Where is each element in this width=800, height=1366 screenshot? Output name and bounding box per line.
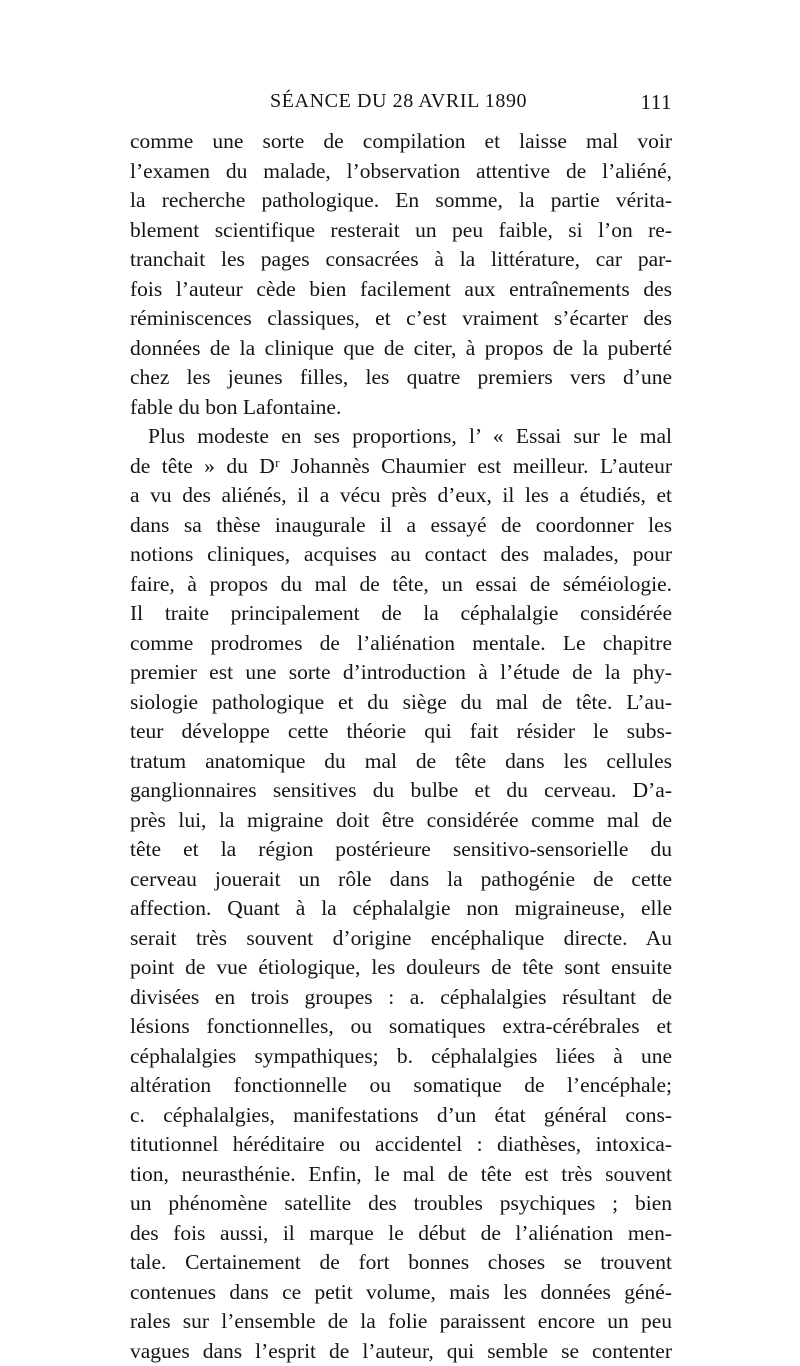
text-line: comme prodromes de l’aliénation mentale. Le chapitre	[130, 629, 672, 659]
text-line: des fois aussi, il marque le début de l’aliénation men-	[130, 1219, 672, 1249]
text-line: siologie pathologique et du siège du mal de tête. L’au-	[130, 688, 672, 718]
text-line: a vu des aliénés, il a vécu près d’eux, il les a étudiés, et	[130, 481, 672, 511]
text-line: titutionnel héréditaire ou accidentel : diathèses, intoxica-	[130, 1130, 672, 1160]
text-line: notions cliniques, acquises au contact des malades, pour	[130, 540, 672, 570]
text-line: de tête » du Dʳ Johannès Chaumier est meilleur. L’auteur	[130, 452, 672, 482]
text-line: contenues dans ce petit volume, mais les données géné-	[130, 1278, 672, 1308]
text-line: réminiscences classiques, et c’est vraiment s’écarter des	[130, 304, 672, 334]
page-number: 111	[641, 90, 672, 115]
running-header	[130, 90, 672, 124]
text-line: blement scientifique resterait un peu faible, si l’on re-	[130, 216, 672, 246]
text-line: céphalalgies sympathiques; b. céphalalgies liées à une	[130, 1042, 672, 1072]
text-line: lésions fonctionnelles, ou somatiques extra-cérébrales et	[130, 1012, 672, 1042]
text-line: l’examen du malade, l’observation attentive de l’aliéné,	[130, 157, 672, 187]
text-line: un phénomène satellite des troubles psychiques ; bien	[130, 1189, 672, 1219]
text-line: tale. Certainement de fort bonnes choses se trouvent	[130, 1248, 672, 1278]
text-line: teur développe cette théorie qui fait résider le subs-	[130, 717, 672, 747]
running-title: SÉANCE DU 28 AVRIL 1890	[270, 90, 527, 113]
text-line: affection. Quant à la céphalalgie non migraineuse, elle	[130, 894, 672, 924]
text-line: comme une sorte de compilation et laisse mal voir	[130, 127, 672, 157]
paragraph-end-line: fable du bon Lafontaine.	[130, 393, 672, 423]
text-line: tratum anatomique du mal de tête dans les cellules	[130, 747, 672, 777]
paragraph-first-line: Plus modeste en ses proportions, l’ « Essai sur le mal	[130, 422, 672, 452]
text-line: cerveau jouerait un rôle dans la pathogénie de cette	[130, 865, 672, 895]
text-line: ganglionnaires sensitives du bulbe et du cerveau. D’a-	[130, 776, 672, 806]
text-line: tion, neurasthénie. Enfin, le mal de tête est très souvent	[130, 1160, 672, 1190]
text-line: altération fonctionnelle ou somatique de l’encéphale;	[130, 1071, 672, 1101]
text-line: vagues dans l’esprit de l’auteur, qui semble se contenter	[130, 1337, 672, 1366]
text-line: divisées en trois groupes : a. céphalalgies résultant de	[130, 983, 672, 1013]
text-line: tête et la région postérieure sensitivo-sensorielle du	[130, 835, 672, 865]
text-line: la recherche pathologique. En somme, la partie vérita-	[130, 186, 672, 216]
text-line: serait très souvent d’origine encéphalique directe. Au	[130, 924, 672, 954]
text-line: premier est une sorte d’introduction à l’étude de la phy-	[130, 658, 672, 688]
text-line: c. céphalalgies, manifestations d’un état général cons-	[130, 1101, 672, 1131]
text-line: point de vue étiologique, les douleurs de tête sont ensuite	[130, 953, 672, 983]
text-line: fois l’auteur cède bien facilement aux entraînements des	[130, 275, 672, 305]
text-line: rales sur l’ensemble de la folie paraissent encore un peu	[130, 1307, 672, 1337]
text-line: tranchait les pages consacrées à la littérature, car par-	[130, 245, 672, 275]
text-line: Il traite principalement de la céphalalgie considérée	[130, 599, 672, 629]
text-line: dans sa thèse inaugurale il a essayé de coordonner les	[130, 511, 672, 541]
text-line: près lui, la migraine doit être considérée comme mal de	[130, 806, 672, 836]
body-text	[130, 127, 672, 1366]
text-line: données de la clinique que de citer, à propos de la puberté	[130, 334, 672, 364]
text-line: chez les jeunes filles, les quatre premiers vers d’une	[130, 363, 672, 393]
text-line: faire, à propos du mal de tête, un essai de séméiologie.	[130, 570, 672, 600]
